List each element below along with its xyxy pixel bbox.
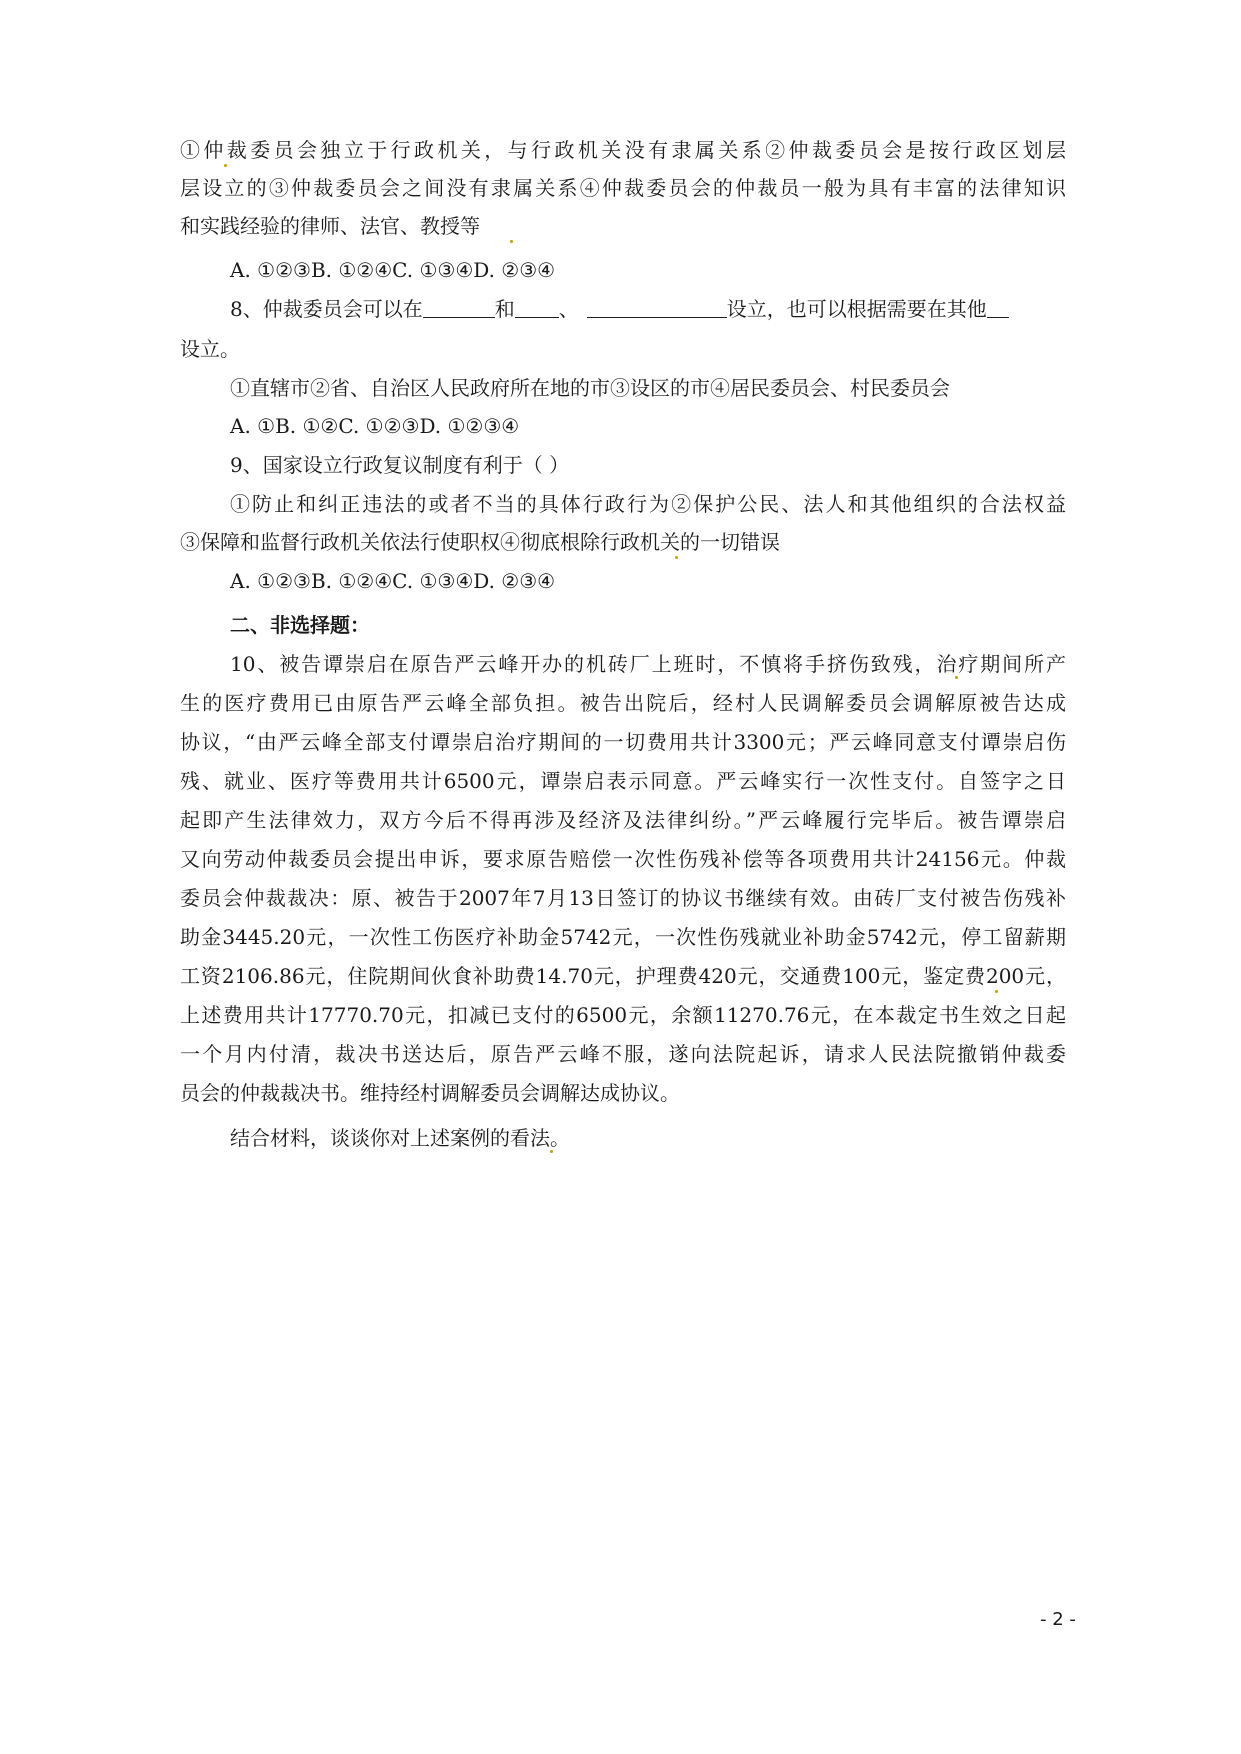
scan-speck bbox=[955, 676, 958, 679]
q8-text-4: 设立，也可以根据需要在其他 bbox=[726, 297, 987, 321]
q10-line: 生的医疗费用已由原告严云峰全部负担。被告出院后，经村人民调解委员会调解原被告达成 bbox=[180, 691, 1066, 715]
q9-stem: 9、国家设立行政复议制度有利于（ ） bbox=[230, 453, 570, 477]
q8-text-1: 8、仲裁委员会可以在 bbox=[230, 297, 423, 321]
q7-stem-line-3: 和实践经验的律师、法官、教授等 bbox=[180, 214, 480, 238]
q8-blank-2 bbox=[515, 297, 559, 318]
q10-task: 结合材料，谈谈你对上述案例的看法。 bbox=[230, 1126, 570, 1150]
q8-text-3: 、 bbox=[558, 297, 579, 321]
q8-blank-3 bbox=[587, 297, 727, 318]
q9-options: A. ①②③B. ①②④C. ①③④D. ②③④ bbox=[230, 569, 556, 593]
q9-items-line-1: ①防止和纠正违法的或者不当的具体行政行为②保护公民、法人和其他组织的合法权益 bbox=[230, 492, 1066, 516]
q10-line: 工资2106.86元，住院期间伙食补助费14.70元，护理费420元，交通费100元，鉴定费200元， bbox=[180, 964, 1066, 988]
section-2-heading: 二、非选择题： bbox=[230, 613, 370, 637]
scan-speck bbox=[224, 164, 227, 167]
q7-stem-line-1: ①仲裁委员会独立于行政机关，与行政机关没有隶属关系②仲裁委员会是按行政区划层 bbox=[180, 138, 1066, 162]
scan-speck bbox=[675, 556, 678, 559]
scan-speck bbox=[550, 1150, 553, 1153]
q8-stem-line-2: 设立。 bbox=[180, 337, 240, 361]
q10-line: 委员会仲裁裁决：原、被告于2007年7月13日签订的协议书继续有效。由砖厂支付被告伤残补 bbox=[180, 886, 1066, 910]
q8-stem-line-1 bbox=[230, 295, 1009, 323]
q8-blank-4 bbox=[987, 297, 1009, 318]
q10-line: 一个月内付清，裁决书送达后，原告严云峰不服，遂向法院起诉，请求人民法院撤销仲裁委 bbox=[180, 1042, 1066, 1066]
page-number: - 2 - bbox=[1040, 1609, 1076, 1630]
q7-stem-line-2: 层设立的③仲裁委员会之间没有隶属关系④仲裁委员会的仲裁员一般为具有丰富的法律知识 bbox=[180, 176, 1066, 200]
scan-speck bbox=[510, 240, 513, 243]
q7-options: A. ①②③B. ①②④C. ①③④D. ②③④ bbox=[230, 258, 556, 282]
q8-options: A. ①B. ①②C. ①②③D. ①②③④ bbox=[230, 414, 520, 438]
q8-blank-1 bbox=[423, 297, 495, 318]
q10-line: 员会的仲裁裁决书。维持经村调解委员会调解达成协议。 bbox=[180, 1081, 680, 1105]
q8-items: ①直辖市②省、自治区人民政府所在地的市③设区的市④居民委员会、村民委员会 bbox=[230, 376, 950, 400]
q10-line: 助金3445.20元，一次性工伤医疗补助金5742元，一次性伤残就业补助金5742元，停工留薪期 bbox=[180, 925, 1066, 949]
q10-line: 上述费用共计17770.70元，扣减已支付的6500元，余额11270.76元，在本裁定书生效之日起 bbox=[180, 1003, 1066, 1027]
q10-line: 残、就业、医疗等费用共计6500元，谭崇启表示同意。严云峰实行一次性支付。自签字之日 bbox=[180, 769, 1066, 793]
q10-line: 协议，“由严云峰全部支付谭崇启治疗期间的一切费用共计3300元；严云峰同意支付谭崇启伤 bbox=[180, 730, 1066, 754]
q9-items-line-2: ③保障和监督行政机关依法行使职权④彻底根除行政机关的一切错误 bbox=[180, 530, 780, 554]
q10-line: 10、被告谭崇启在原告严云峰开办的机砖厂上班时，不慎将手挤伤致残，治疗期间所产 bbox=[230, 652, 1066, 676]
q10-line: 又向劳动仲裁委员会提出申诉，要求原告赔偿一次性伤残补偿等各项费用共计24156元。仲裁 bbox=[180, 847, 1066, 871]
q10-line: 起即产生法律效力，双方今后不得再涉及经济及法律纠纷。”严云峰履行完毕后。被告谭崇启 bbox=[180, 808, 1066, 832]
scan-speck bbox=[995, 990, 998, 993]
q8-text-2: 和 bbox=[494, 297, 515, 321]
